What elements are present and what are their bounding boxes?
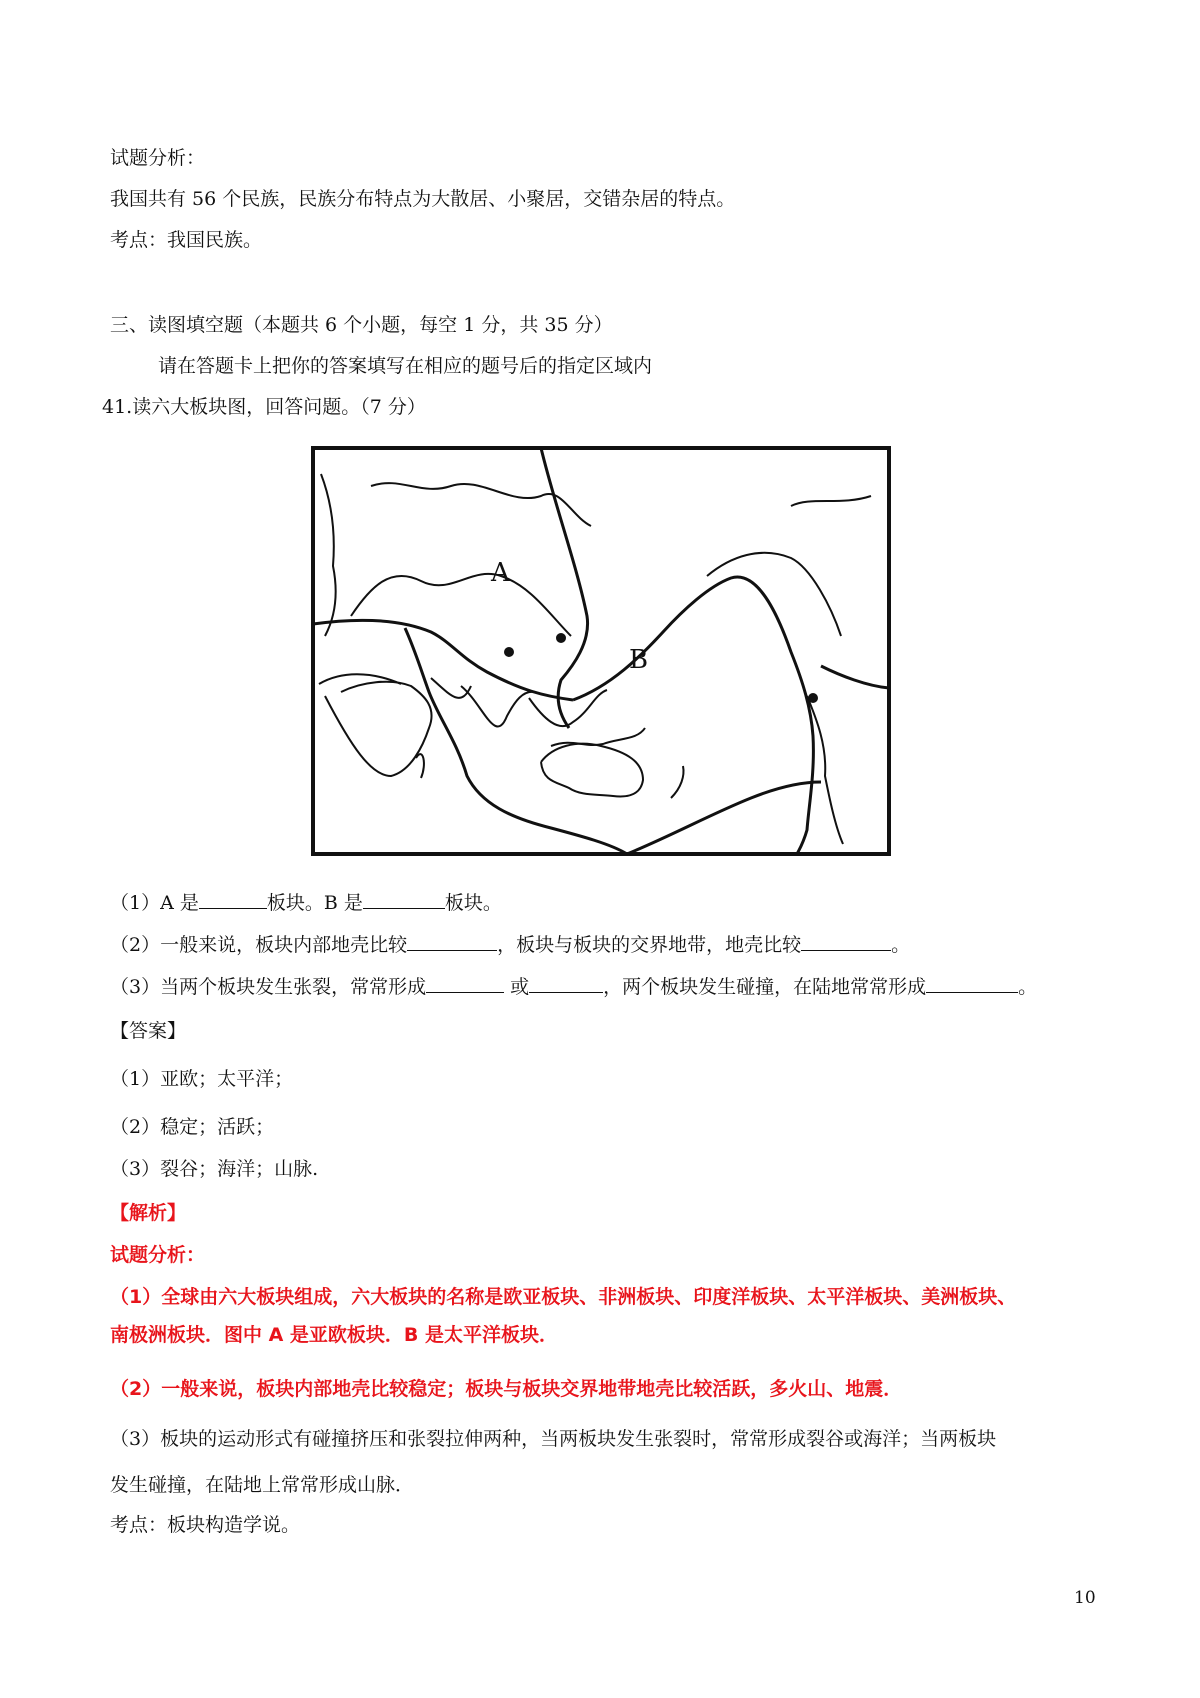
sub-question-2: （2）一般来说，板块内部地壳比较 ，板块与板块的交界地带，地壳比较 。 xyxy=(110,934,911,956)
section-instruction: 请在答题卡上把你的答案填写在相应的题号后的指定区域内 xyxy=(158,355,653,377)
answer-3: （3）裂谷；海洋；山脉. xyxy=(110,1158,319,1180)
prev-analysis-text: 我国共有 56 个民族，民族分布特点为大散居、小聚居，交错杂居的特点。 xyxy=(110,188,736,210)
marker-dot-1 xyxy=(504,647,514,657)
blank-1[interactable] xyxy=(199,890,267,909)
blank-7[interactable] xyxy=(926,974,1018,993)
answer-2: （2）稳定；活跃； xyxy=(110,1116,275,1138)
prev-analysis-heading: 试题分析： xyxy=(110,147,206,169)
analysis-heading: 【解析】 xyxy=(110,1202,187,1224)
plate-label-b: B xyxy=(629,645,649,675)
sub-question-3: （3）当两个板块发生张裂，常常形成 或 ，两个板块发生碰撞，在陆地常常形成 。 xyxy=(110,976,1038,998)
answer-1: （1）亚欧；太平洋； xyxy=(110,1068,294,1090)
analysis-paragraph-3-line-1: （3）板块的运动形式有碰撞挤压和张裂拉伸两种，当两板块发生张裂时，常常形成裂谷或海洋；当两板块 xyxy=(110,1428,997,1450)
blank-4[interactable] xyxy=(801,932,891,951)
analysis-subheading: 试题分析： xyxy=(110,1244,206,1266)
analysis-paragraph-1-line-2: 南极洲板块．图中 A 是亚欧板块．B 是太平洋板块． xyxy=(110,1324,559,1346)
page-number: 10 xyxy=(1074,1588,1096,1608)
analysis-point: 考点：板块构造学说。 xyxy=(110,1514,301,1536)
plate-map xyxy=(310,446,892,856)
blank-2[interactable] xyxy=(363,890,445,909)
map-frame xyxy=(313,448,889,854)
blank-5[interactable] xyxy=(426,974,504,993)
question-stem: 41.读六大板块图，回答问题。（7 分） xyxy=(102,396,426,418)
analysis-paragraph-3-line-2: 发生碰撞，在陆地上常常形成山脉． xyxy=(110,1474,415,1496)
plate-label-a: A xyxy=(491,558,510,588)
answer-heading: 【答案】 xyxy=(110,1020,187,1042)
blank-6[interactable] xyxy=(529,974,603,993)
sub-question-1: （1）A 是 板块。B 是 板块。 xyxy=(110,892,502,914)
marker-dot-3 xyxy=(808,693,818,703)
section-title: 三、读图填空题（本题共 6 个小题，每空 1 分，共 35 分） xyxy=(110,314,613,336)
marker-dot-2 xyxy=(556,633,566,643)
analysis-paragraph-2: （2）一般来说，板块内部地壳比较稳定；板块与板块交界地带地壳比较活跃，多火山、地震． xyxy=(110,1378,903,1400)
analysis-paragraph-1-line-1: （1）全球由六大板块组成，六大板块的名称是欧亚板块、非洲板块、印度洋板块、太平洋板块、美洲板块、 xyxy=(110,1286,1017,1308)
blank-3[interactable] xyxy=(407,932,497,951)
prev-analysis-point: 考点：我国民族。 xyxy=(110,229,263,251)
